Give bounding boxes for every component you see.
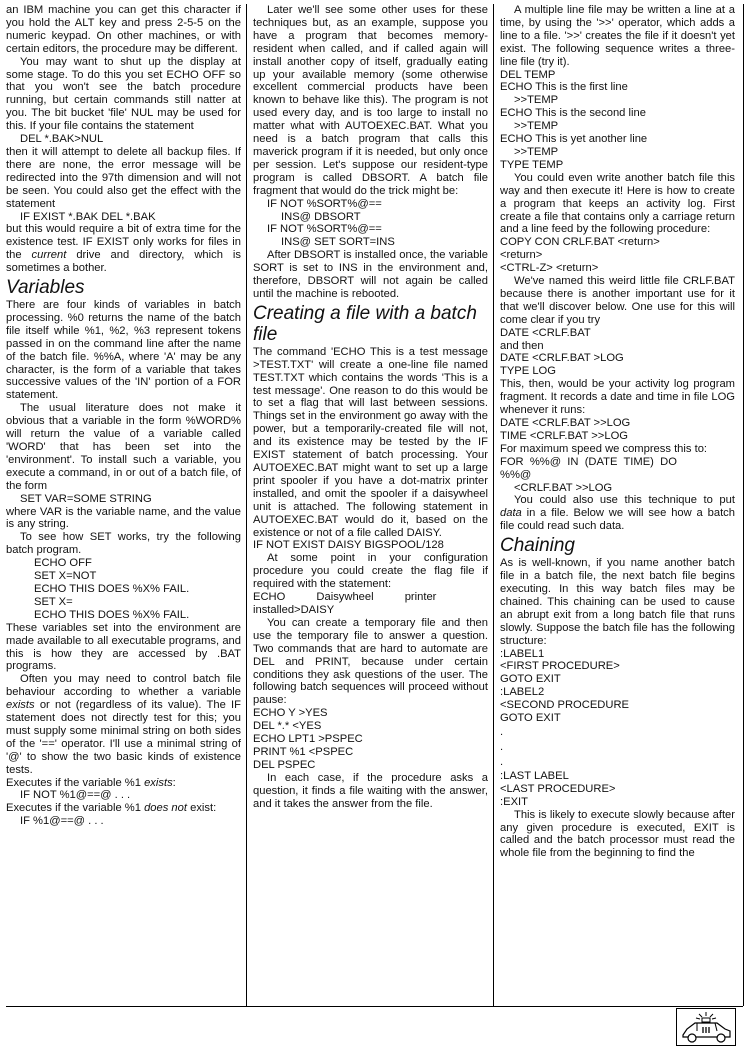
code-line: ECHO THIS DOES %X% FAIL. — [34, 608, 190, 621]
code-line: SET X= — [34, 595, 73, 608]
code-line: IF NOT %SORT%@== — [267, 223, 382, 236]
code-line: >>TEMP — [514, 145, 559, 158]
code-line: ECHO THIS DOES %X% FAIL. — [34, 582, 190, 595]
code-line: :LABEL1 — [500, 647, 545, 660]
code-line: TIME <CRLF.BAT >>LOG — [500, 429, 628, 442]
paragraph: You can create a temporary file and then use the temporary file to answer a question. Two commands that are hard to automate are DEL and PRINT, because under certain conditions they ask questions of the user. The following batch sequences will proceed without pause: — [253, 616, 488, 707]
paragraph: You could even write another batch file this way and then execute it! Here is how to create a program that keeps an activity log. First create a file that contains only a carriage return and a line feed by the following procedure: — [500, 171, 735, 236]
paragraph: These variables set into the environment are made available to all executable programs, and this is how they are accessed by .BAT programs. — [6, 621, 241, 673]
paragraph: an IBM machine you can get this character if you hold the ALT key and press 2-5-5 on the numeric keypad. On other machines, or with certain editors, the procedure may be different. — [6, 4, 241, 55]
code-line: IF EXIST *.BAK DEL *.BAK — [20, 210, 156, 223]
paragraph: A multiple line file may be written a line at a time, by using the '>>' operator, which adds a line to a file. '>>' creates the file if it doesn't yet exist. The following sequence writes a three-line file (try it). — [500, 4, 735, 68]
code-line: FOR %%@ IN (DATE TIME) DO — [500, 455, 677, 468]
code-line: IF NOT %1@==@ . . . — [20, 789, 131, 802]
column-rule — [743, 4, 744, 1006]
code-line: >>TEMP — [514, 120, 559, 133]
code-line: ECHO This is the first line — [500, 81, 628, 94]
code-line: %%@ — [500, 468, 532, 481]
police-car-icon — [676, 1008, 736, 1046]
code-line: ECHO Daisywheel printer — [253, 591, 437, 604]
paragraph: After DBSORT is installed once, the variable SORT is set to INS in the environment and, therefore, DBSORT will not again be called until the machine is rebooted. — [253, 249, 488, 300]
code-line: ECHO OFF — [34, 557, 92, 570]
paragraph: You may want to shut up the display at some stage. To do this you set ECHO OFF so that you won't see the batch procedure running, but certain commands still natter at you. The bit bucket 'file' NUL may be used for this. If your file contains the statement — [6, 55, 241, 133]
code-line: <FIRST PROCEDURE> — [500, 660, 620, 673]
code-line: ECHO LPT1 >PSPEC — [253, 733, 363, 746]
paragraph: The command 'ECHO This is a test message >TEST.TXT' will create a one-line file named TEST.TXT which contains the words 'This is a test message'. One reason to do this would be to set a flag that will last between sessions. Things set in the environment go away with the power, but a temporarily-created file will not, and its existence may be tested by the IF EXIST statement of batch processing. Your AUTOEXEC.BAT might want to set up a large print spooler if you have a dot-matrix printer installed, and omit the spooler if a daisywheel unit is attached. The following statement in AUTOEXEC.BAT would do it, based on the existence or not of a file called DAISY. — [253, 345, 488, 539]
code-line: <return> — [500, 249, 543, 262]
code-line: DEL TEMP — [500, 68, 556, 81]
code-line: <CRLF.BAT >>LOG — [514, 481, 613, 494]
code-line: ECHO This is yet another line — [500, 133, 648, 146]
code-line: DATE <CRLF.BAT >>LOG — [500, 417, 631, 429]
code-line: <CTRL-Z> <return> — [500, 262, 599, 275]
paragraph: There are four kinds of variables in batch processing. %0 returns the name of the batch file itself while %1, %2, %3 represent tokens passed in on the command line after the name of the batch file. %%A, where 'A' may be any character, is the form of a variable that takes successive values of the 'IN' portion of a FOR statement. — [6, 299, 241, 402]
code-line: INS@ DBSORT — [281, 210, 361, 223]
code-line: installed>DAISY — [253, 603, 335, 616]
code-line: COPY CON CRLF.BAT <return> — [500, 236, 660, 249]
code-line: SET X=NOT — [34, 570, 97, 583]
code-line: DATE <CRLF.BAT — [500, 326, 591, 339]
column-3 — [500, 4, 735, 860]
code-line: and then — [500, 339, 544, 352]
code-line: :EXIT — [500, 795, 528, 808]
paragraph: As is well-known, if you name another batch file in a batch file, the next batch file begins executing. In this way batch files may be chained. This chaining can be used to cause an abrupt exit from a long batch file that runs slowly. Suppose the batch file has the following structure: — [500, 557, 735, 647]
code-line: PRINT %1 <PSPEC — [253, 745, 354, 758]
column-rule — [493, 4, 494, 1006]
ellipsis-dot: . — [500, 755, 504, 768]
paragraph: Later we'll see some other uses for these techniques but, as an example, suppose you have a program that becomes memory-resident when called, and if called again will install another copy of itself, gradually eating up your available memory (some otherwise excellent commercial products have been known to behave like this). The program is not used every day, and is too large to install no matter what with AUTOEXEC.BAT. What you need is a batch program that calls this maverick program if it is needed, but only once per session. Let's suppose our resident-type program is called DBSORT. A batch file fragment that would do the trick might be: — [253, 4, 488, 197]
paragraph: In each case, if the procedure asks a question, it finds a file waiting with the answer, and it takes the answer from the file. — [253, 771, 488, 810]
section-heading-chaining: Chaining — [500, 535, 575, 557]
paragraph: You could also use this technique to put data in a file. Below we will see how a batch file could read such data. — [500, 494, 735, 533]
ellipsis-dot: . — [500, 725, 504, 738]
paragraph: This, then, would be your activity log program fragment. It records a date and time in file LOG whenever it runs: — [500, 378, 735, 417]
column-rule — [246, 4, 247, 1006]
code-line: SET VAR=SOME STRING — [20, 492, 152, 505]
code-line: ECHO This is the second line — [500, 107, 646, 120]
code-line: DATE <CRLF.BAT >LOG — [500, 352, 624, 365]
column-2 — [253, 4, 488, 810]
paragraph: where VAR is the variable name, and the value is any string. — [6, 505, 241, 531]
paragraph: Executes if the variable %1 does not exist: — [6, 802, 217, 815]
column-1 — [6, 4, 241, 828]
code-line: GOTO EXIT — [500, 712, 561, 725]
paragraph: This is likely to execute slowly because after any given procedure is executed, EXIT is called and the batch processor must read the whole file from the beginning to find the — [500, 808, 735, 860]
code-line: ECHO Y >YES — [253, 707, 328, 720]
code-line: DEL PSPEC — [253, 758, 316, 771]
paragraph: but this would require a bit of extra time for the existence test. IF EXIST only works for files in the current drive and directory, which is sometimes a bother. — [6, 223, 241, 275]
section-heading-creating-file: Creating a file with a batch file — [253, 302, 477, 345]
bottom-rule — [6, 1006, 743, 1007]
code-line: IF NOT %SORT%@== — [267, 197, 382, 210]
code-line: :LABEL2 — [500, 686, 545, 699]
code-line: GOTO EXIT — [500, 673, 561, 686]
code-line: TYPE LOG — [500, 365, 556, 378]
ellipsis-dot: . — [500, 740, 504, 753]
section-heading-variables: Variables — [6, 277, 85, 299]
code-line: INS@ SET SORT=INS — [281, 236, 395, 249]
code-line: IF %1@==@ . . . — [20, 815, 104, 828]
code-line: DEL *.BAK>NUL — [20, 133, 104, 146]
paragraph: We've named this weird little file CRLF.BAT because there is another important use for it that we'll discover below. One use for this will come clear if you try — [500, 275, 735, 326]
code-line: <SECOND PROCEDURE — [500, 699, 629, 712]
code-line: >>TEMP — [514, 94, 559, 107]
police-car-icon-svg — [677, 1009, 735, 1045]
paragraph: then it will attempt to delete all backup files. If there are none, the error message will be redirected into the 97th dimension and will not be seen. You could also get the effect with the statement — [6, 145, 241, 210]
paragraph: To see how SET works, try the following batch program. — [6, 531, 241, 557]
paragraph: Executes if the variable %1 exists: — [6, 776, 176, 789]
paragraph: For maximum speed we compress this to: — [500, 442, 708, 455]
paragraph: Often you may need to control batch file behaviour according to whether a variable exists or not (regardless of its value). The IF statement does not directly test for this; you must supply some minimal string on both sides of the '==' operator. I'll use a minimal string of '@' to show the two basic kinds of existence tests. — [6, 673, 241, 776]
paragraph: At some point in your configuration procedure you could create the flag file if required with the statement: — [253, 552, 488, 591]
code-line: IF NOT EXIST DAISY BIGSPOOL/128 — [253, 539, 444, 552]
code-line: :LAST LABEL — [500, 769, 569, 782]
code-line: <LAST PROCEDURE> — [500, 782, 616, 795]
paragraph: The usual literature does not make it obvious that a variable in the form %WORD% will return the value of a variable called 'WORD' that has been set into the 'environment'. To install such a variable, you execute a command, in or out of a batch file, of the form — [6, 402, 241, 492]
code-line: TYPE TEMP — [500, 158, 564, 171]
code-line: DEL *.* <YES — [253, 720, 322, 733]
